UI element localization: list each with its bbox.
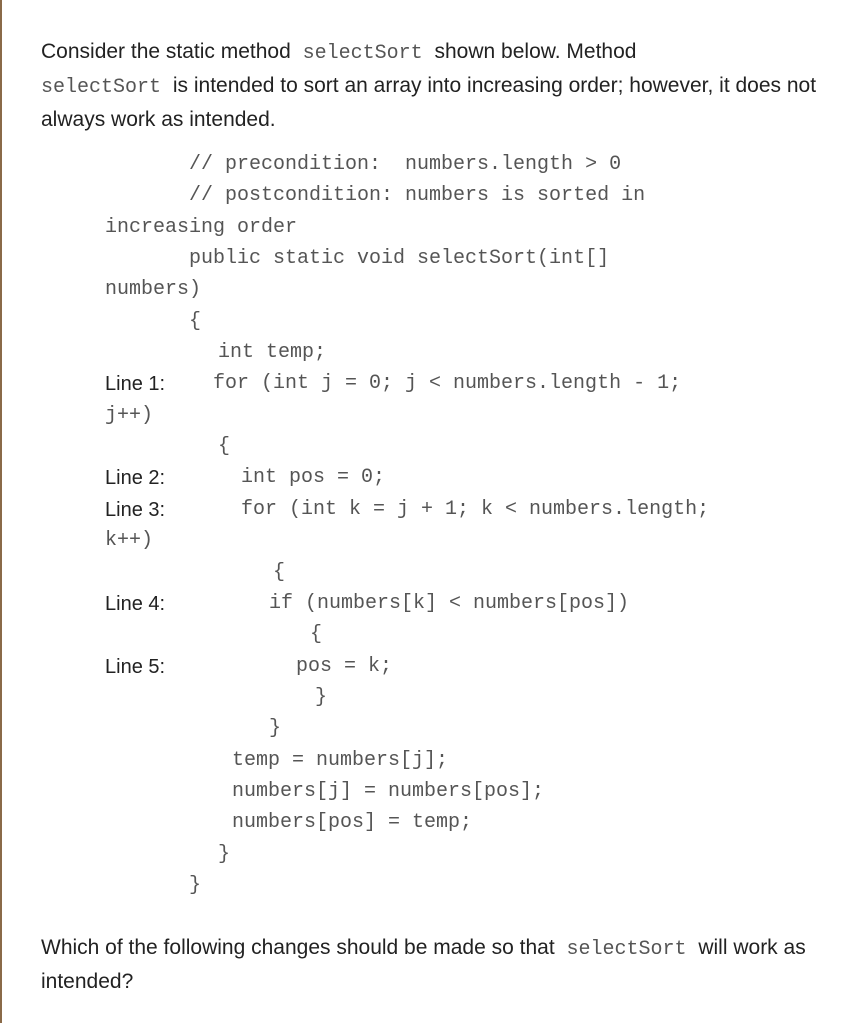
code-line-postcondition-wrap: increasing order	[105, 216, 298, 239]
line-label-5: Line 5:	[105, 656, 166, 678]
intro-paragraph	[41, 36, 841, 136]
question-text-2: will work as intended?	[41, 936, 806, 993]
intro-text-3: is intended to sort an array into increasing order; however, it does not always work as intended.	[41, 74, 817, 131]
code-line-pos-assign: pos = k;	[296, 655, 393, 678]
code-line-open-brace-if: {	[310, 623, 323, 646]
intro-text-2: shown below. Method	[428, 40, 637, 63]
code-line-open-brace-method: {	[189, 310, 202, 333]
code-line-open-brace-outer: {	[218, 435, 231, 458]
left-border	[0, 0, 2, 1023]
code-line-inner-for-wrap: k++)	[105, 529, 154, 552]
line-label-1: Line 1:	[105, 373, 166, 395]
code-line-swap-pos: numbers[pos] = temp;	[232, 811, 473, 834]
code-line-close-brace-outer: }	[218, 843, 231, 866]
question-text-1: Which of the following changes should be made so that	[41, 936, 561, 959]
code-line-close-brace-inner: }	[269, 717, 282, 740]
line-label-2: Line 2:	[105, 467, 166, 489]
code-line-close-brace-method: }	[189, 874, 202, 897]
code-line-int-pos: int pos = 0;	[241, 466, 386, 489]
code-line-int-temp: int temp;	[218, 341, 327, 364]
intro-method-name-2: selectSort	[41, 76, 162, 99]
line-label-3: Line 3:	[105, 499, 166, 521]
code-line-temp-assign: temp = numbers[j];	[232, 749, 449, 772]
code-line-postcondition: // postcondition: numbers is sorted in	[189, 184, 646, 207]
line-label-4: Line 4:	[105, 593, 166, 615]
code-line-method-signature-wrap: numbers)	[105, 278, 202, 301]
code-line-outer-for: for (int j = 0; j < numbers.length - 1;	[213, 372, 682, 395]
code-line-method-signature: public static void selectSort(int[]	[189, 247, 610, 270]
code-line-close-brace-if: }	[315, 686, 328, 709]
code-line-precondition: // precondition: numbers.length > 0	[189, 153, 622, 176]
intro-method-name-1: selectSort	[302, 42, 423, 65]
code-line-if: if (numbers[k] < numbers[pos])	[269, 592, 630, 615]
question-paragraph	[41, 932, 841, 998]
intro-text-1: Consider the static method	[41, 40, 297, 63]
question-method-name: selectSort	[566, 938, 687, 961]
code-line-outer-for-wrap: j++)	[105, 404, 154, 427]
code-line-open-brace-inner: {	[273, 561, 286, 584]
code-line-swap-j: numbers[j] = numbers[pos];	[232, 780, 545, 803]
code-line-inner-for: for (int k = j + 1; k < numbers.length;	[241, 498, 710, 521]
